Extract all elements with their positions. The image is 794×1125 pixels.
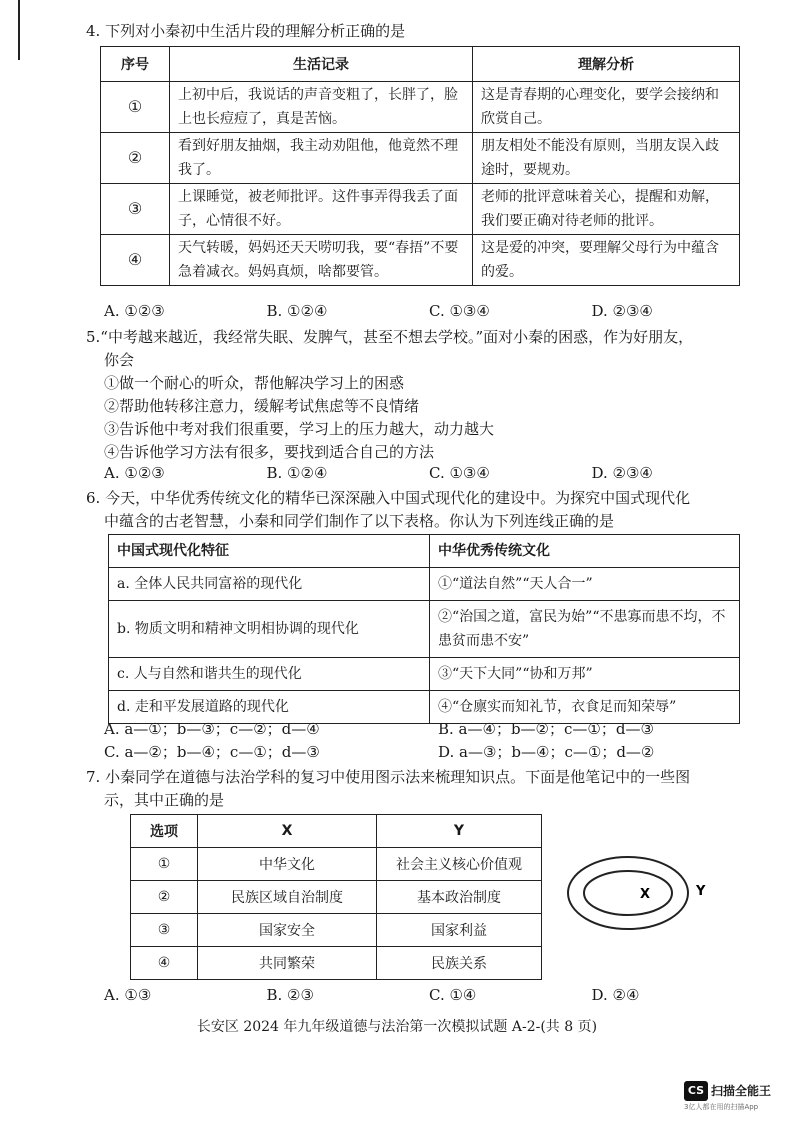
- venn-outer-ellipse: [568, 857, 688, 929]
- table-row: [101, 235, 740, 286]
- q6-stem-line1: 6. 今天，中华优秀传统文化的精华已深深融入中国式现代化的建设中。为探究中国式现代化: [86, 489, 691, 507]
- q6-header-right: 中华优秀传统文化: [430, 535, 740, 568]
- q6-table: [108, 534, 740, 724]
- q4-option-d: D. ②③④: [591, 302, 653, 320]
- q7-option-c: C. ①④: [429, 986, 477, 1004]
- table-row: [101, 184, 740, 235]
- q5-stem-line1: 5.“中考越来越近，我经常失眠、发脾气，甚至不想去学校。”面对小秦的困惑，作为好朋友，: [86, 328, 694, 346]
- q7-row-no: ②: [131, 881, 198, 914]
- q4-options: [104, 302, 754, 320]
- q7-option-b: B. ②③: [266, 986, 314, 1004]
- q4-row-no: ①: [101, 82, 170, 133]
- q4-row-no: ②: [101, 133, 170, 184]
- q4-row-no: ③: [101, 184, 170, 235]
- q6-row-left: c. 人与自然和谐共生的现代化: [109, 658, 430, 691]
- table-row: [109, 601, 740, 658]
- venn-outer-label: Y: [696, 884, 706, 899]
- q4-table: [100, 46, 740, 286]
- venn-inner-label: X: [640, 887, 651, 902]
- q6-option-b: B. a—④；b—②；c—①；d—③: [438, 720, 654, 738]
- q6-row-right: ④“仓廪实而知礼节，衣食足而知荣辱”: [430, 691, 740, 724]
- table-row: [109, 568, 740, 601]
- q7-header-option: 选项: [131, 815, 198, 848]
- q7-row-no: ①: [131, 848, 198, 881]
- q7-row-y: 社会主义核心价值观: [377, 848, 542, 881]
- q7-row-no: ③: [131, 914, 198, 947]
- q6-option-d: D. a—③；b—④；c—①；d—②: [438, 743, 655, 761]
- q7-header-x: X: [198, 815, 377, 848]
- scanner-logo-icon: CS: [684, 1081, 708, 1101]
- q7-row-x: 中华文化: [198, 848, 377, 881]
- table-row: [131, 848, 542, 881]
- q4-row-analysis: 这是青春期的心理变化，要学会接纳和欣赏自己。: [473, 82, 740, 133]
- q7-option-a: A. ①③: [104, 986, 152, 1004]
- q7-row-y: 民族关系: [377, 947, 542, 980]
- venn-inner-ellipse: [584, 871, 672, 915]
- q4-row-record: 看到好朋友抽烟，我主动劝阻他，他竟然不理我了。: [170, 133, 473, 184]
- q6-row-left: d. 走和平发展道路的现代化: [109, 691, 430, 724]
- q4-row-record: 上初中后，我说话的声音变粗了，长胖了，脸上也长痘痘了，真是苦恼。: [170, 82, 473, 133]
- q4-header-analysis: 理解分析: [473, 47, 740, 82]
- table-row: [101, 133, 740, 184]
- q6-option-a: A. a—①；b—③；c—②；d—④: [104, 720, 320, 738]
- q4-option-b: B. ①②④: [266, 302, 328, 320]
- q7-row-x: 民族区域自治制度: [198, 881, 377, 914]
- q4-row-no: ④: [101, 235, 170, 286]
- q5-option-a: A. ①②③: [104, 464, 165, 482]
- q7-row-no: ④: [131, 947, 198, 980]
- table-row: [131, 914, 542, 947]
- q4-row-analysis: 老师的批评意味着关心，提醒和劝解，我们要正确对待老师的批评。: [473, 184, 740, 235]
- q4-option-a: A. ①②③: [104, 302, 165, 320]
- q5-item: ③告诉他中考对我们很重要，学习上的压力越大，动力越大: [104, 420, 495, 438]
- q7-option-d: D. ②④: [591, 986, 640, 1004]
- scanner-app-name: 扫描全能王: [711, 1084, 772, 1098]
- q6-row-left: b. 物质文明和精神文明相协调的现代化: [109, 601, 430, 658]
- table-row: [109, 658, 740, 691]
- q5-item: ②帮助他转移注意力，缓解考试焦虑等不良情绪: [104, 397, 420, 415]
- venn-diagram: [566, 855, 736, 935]
- q7-table: [130, 814, 542, 980]
- table-row: [131, 881, 542, 914]
- q5-stem-line2: 你会: [104, 351, 135, 369]
- q4-option-c: C. ①③④: [429, 302, 490, 320]
- table-row: [131, 947, 542, 980]
- q4-row-record: 上课睡觉，被老师批评。这件事弄得我丢了面子，心情很不好。: [170, 184, 473, 235]
- page-footer: 长安区 2024 年九年级道德与法治第一次模拟试题 A-2-(共 8 页): [196, 1019, 598, 1035]
- q4-row-analysis: 朋友相处不能没有原则，当朋友误入歧途时，要规劝。: [473, 133, 740, 184]
- q7-header-y: Y: [377, 815, 542, 848]
- q6-option-c: C. a—②；b—④；c—①；d—③: [104, 743, 320, 761]
- q6-row-left: a. 全体人民共同富裕的现代化: [109, 568, 430, 601]
- q4-header-record: 生活记录: [170, 47, 473, 82]
- q5-item: ④告诉他学习方法有很多，要找到适合自己的方法: [104, 443, 435, 461]
- binding-line: [18, 0, 20, 60]
- q4-row-record: 天气转暖，妈妈还天天唠叨我，要“春捂”不要急着减衣。妈妈真烦，啥都要管。: [170, 235, 473, 286]
- q5-item: ①做一个耐心的听众，帮他解决学习上的困惑: [104, 374, 405, 392]
- q7-stem-line2: 示，其中正确的是: [104, 791, 225, 809]
- q5-options: [104, 464, 754, 482]
- q4-header-no: 序号: [101, 47, 170, 82]
- q6-row-right: ③“天下大同”“协和万邦”: [430, 658, 740, 691]
- q5-option-c: C. ①③④: [429, 464, 490, 482]
- q7-row-x: 国家安全: [198, 914, 377, 947]
- scanner-watermark: [684, 1080, 771, 1112]
- table-row: [101, 82, 740, 133]
- q4-stem: 4. 下列对小秦初中生活片段的理解分析正确的是: [86, 22, 406, 40]
- q5-option-d: D. ②③④: [591, 464, 653, 482]
- q7-row-y: 基本政治制度: [377, 881, 542, 914]
- q7-options: [104, 986, 754, 1004]
- q7-row-y: 国家利益: [377, 914, 542, 947]
- q4-row-analysis: 这是爱的冲突，要理解父母行为中蕴含的爱。: [473, 235, 740, 286]
- q7-row-x: 共同繁荣: [198, 947, 377, 980]
- q6-row-right: ①“道法自然”“天人合一”: [430, 568, 740, 601]
- q6-row-right: ②“治国之道，富民为始”“不患寡而患不均，不患贫而患不安”: [430, 601, 740, 658]
- q6-stem-line2: 中蕴含的古老智慧，小秦和同学们制作了以下表格。你认为下列连线正确的是: [104, 512, 615, 530]
- q5-option-b: B. ①②④: [266, 464, 328, 482]
- scanner-slogan: 3亿人都在用的扫描App: [684, 1102, 759, 1111]
- q7-stem-line1: 7. 小秦同学在道德与法治学科的复习中使用图示法来梳理知识点。下面是他笔记中的一些图: [86, 768, 691, 786]
- q6-header-left: 中国式现代化特征: [109, 535, 430, 568]
